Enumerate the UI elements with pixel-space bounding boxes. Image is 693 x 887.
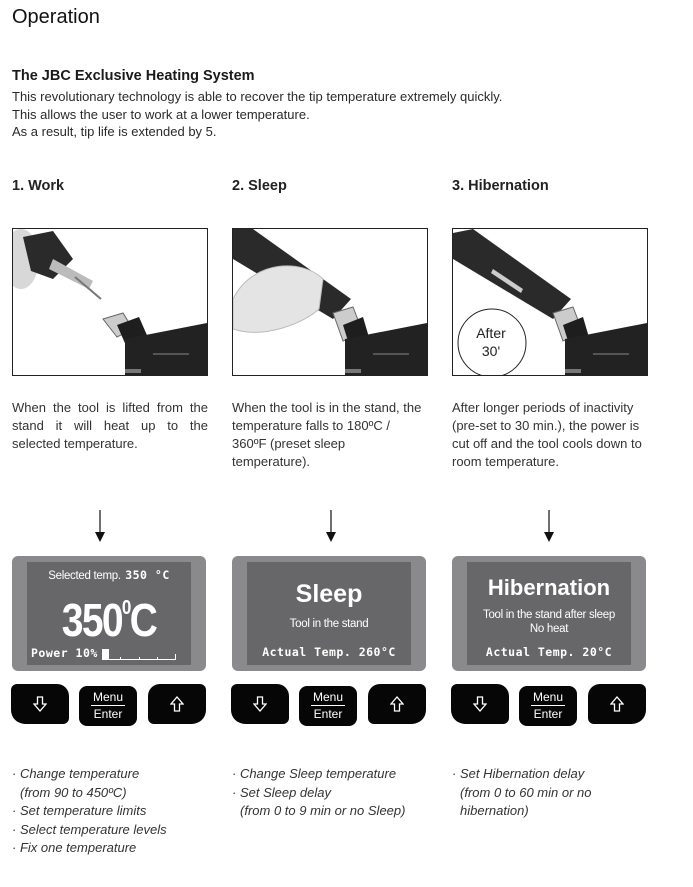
- page-title: Operation: [12, 6, 100, 28]
- intro-line: This revolutionary technology is able to recover the tip temperature extremely quickly.: [12, 89, 503, 104]
- up-arrow-icon: [390, 696, 404, 712]
- work-features: [12, 765, 167, 858]
- sleep-description: When the tool is in the stand, the temperature falls to 180ºC / 360ºF (preset sleep temperature).: [232, 400, 422, 469]
- power-label: Power 10%: [31, 646, 98, 660]
- actual-temp: Actual Temp. 260°C: [262, 645, 396, 659]
- up-button[interactable]: [148, 684, 206, 724]
- mode-title-hibernation: 3. Hibernation: [452, 178, 549, 194]
- down-arrow-icon: [543, 510, 555, 542]
- feature-item: · Change Sleep temperature: [232, 766, 397, 781]
- menu-enter-button[interactable]: Menu Enter: [519, 686, 577, 726]
- sleep-heading: Sleep: [295, 580, 363, 608]
- menu-enter-button[interactable]: Menu Enter: [79, 686, 137, 726]
- feature-item: · Change temperature: [12, 766, 140, 781]
- lcd-screen: [467, 562, 631, 665]
- power-row: [31, 646, 176, 660]
- up-arrow-icon: [610, 696, 624, 712]
- timer-badge-text: After 30': [476, 325, 506, 359]
- selected-temp-label: Selected temp.: [48, 570, 121, 582]
- work-display: [12, 556, 206, 671]
- power-bar: [102, 649, 176, 660]
- hibernation-heat: No heat: [529, 623, 569, 635]
- soldering-iron-lifted-image: [13, 229, 207, 375]
- section-subtitle: The JBC Exclusive Heating System: [12, 68, 255, 84]
- up-button[interactable]: [588, 684, 646, 724]
- down-button[interactable]: [11, 684, 69, 724]
- lcd-screen: [27, 562, 191, 665]
- down-arrow-icon: [473, 696, 487, 712]
- hibernation-heading: Hibernation: [487, 575, 611, 600]
- up-button[interactable]: [368, 684, 426, 724]
- work-photo: [12, 228, 208, 376]
- mode-title-sleep: 2. Sleep: [232, 178, 287, 194]
- down-button[interactable]: [451, 684, 509, 724]
- feature-item: hibernation): [460, 803, 529, 818]
- sleep-photo: [232, 228, 428, 376]
- hibernation-description: After longer periods of inactivity (pre-set to 30 min.), the power is cut off and the tool cools down to room temperature.: [452, 400, 642, 469]
- mode-title-work: 1. Work: [12, 178, 65, 194]
- actual-temp: Actual Temp. 20°C: [485, 645, 613, 659]
- hibernation-status: Tool in the stand after sleep: [483, 609, 615, 621]
- sleep-status: Tool in the stand: [289, 618, 369, 630]
- intro-text: [12, 88, 502, 141]
- intro-line: This allows the user to work at a lower temperature.: [12, 106, 310, 122]
- menu-enter-button[interactable]: Menu Enter: [299, 686, 357, 726]
- feature-item: (from 0 to 9 min or no Sleep): [240, 803, 406, 818]
- down-arrow-icon: [253, 696, 267, 712]
- hibernation-features: [452, 765, 592, 821]
- down-arrow-icon: [94, 510, 106, 542]
- selected-temp-row: [27, 568, 191, 583]
- up-arrow-icon: [170, 696, 184, 712]
- feature-item: (from 0 to 60 min or no: [460, 784, 592, 800]
- hibernation-display: [452, 556, 646, 671]
- feature-item: · Set Hibernation delay: [452, 766, 585, 781]
- sleep-display: [232, 556, 426, 671]
- feature-item: · Set Sleep delay: [232, 784, 332, 800]
- work-button-row: [11, 684, 207, 728]
- work-description: When the tool is lifted from the stand it will heat up to the selected temperature.: [12, 400, 208, 451]
- lcd-screen: [247, 562, 411, 665]
- feature-item: · Set temperature limits: [12, 803, 147, 818]
- selected-temp-value: 350 °C: [125, 568, 170, 582]
- down-arrow-icon: [33, 696, 47, 712]
- feature-item: · Select temperature levels: [12, 821, 167, 837]
- sleep-button-row: [231, 684, 427, 728]
- sleep-features: [232, 765, 405, 821]
- feature-item: · Fix one temperature: [12, 840, 137, 855]
- hibernation-button-row: [451, 684, 647, 728]
- intro-line: As a result, tip life is extended by 5.: [12, 124, 217, 139]
- down-arrow-icon: [325, 510, 337, 542]
- down-button[interactable]: [231, 684, 289, 724]
- feature-item: (from 90 to 450ºC): [20, 784, 127, 800]
- soldering-iron-in-stand-image: [233, 229, 427, 375]
- current-temp: $350^0C$: [61, 594, 157, 646]
